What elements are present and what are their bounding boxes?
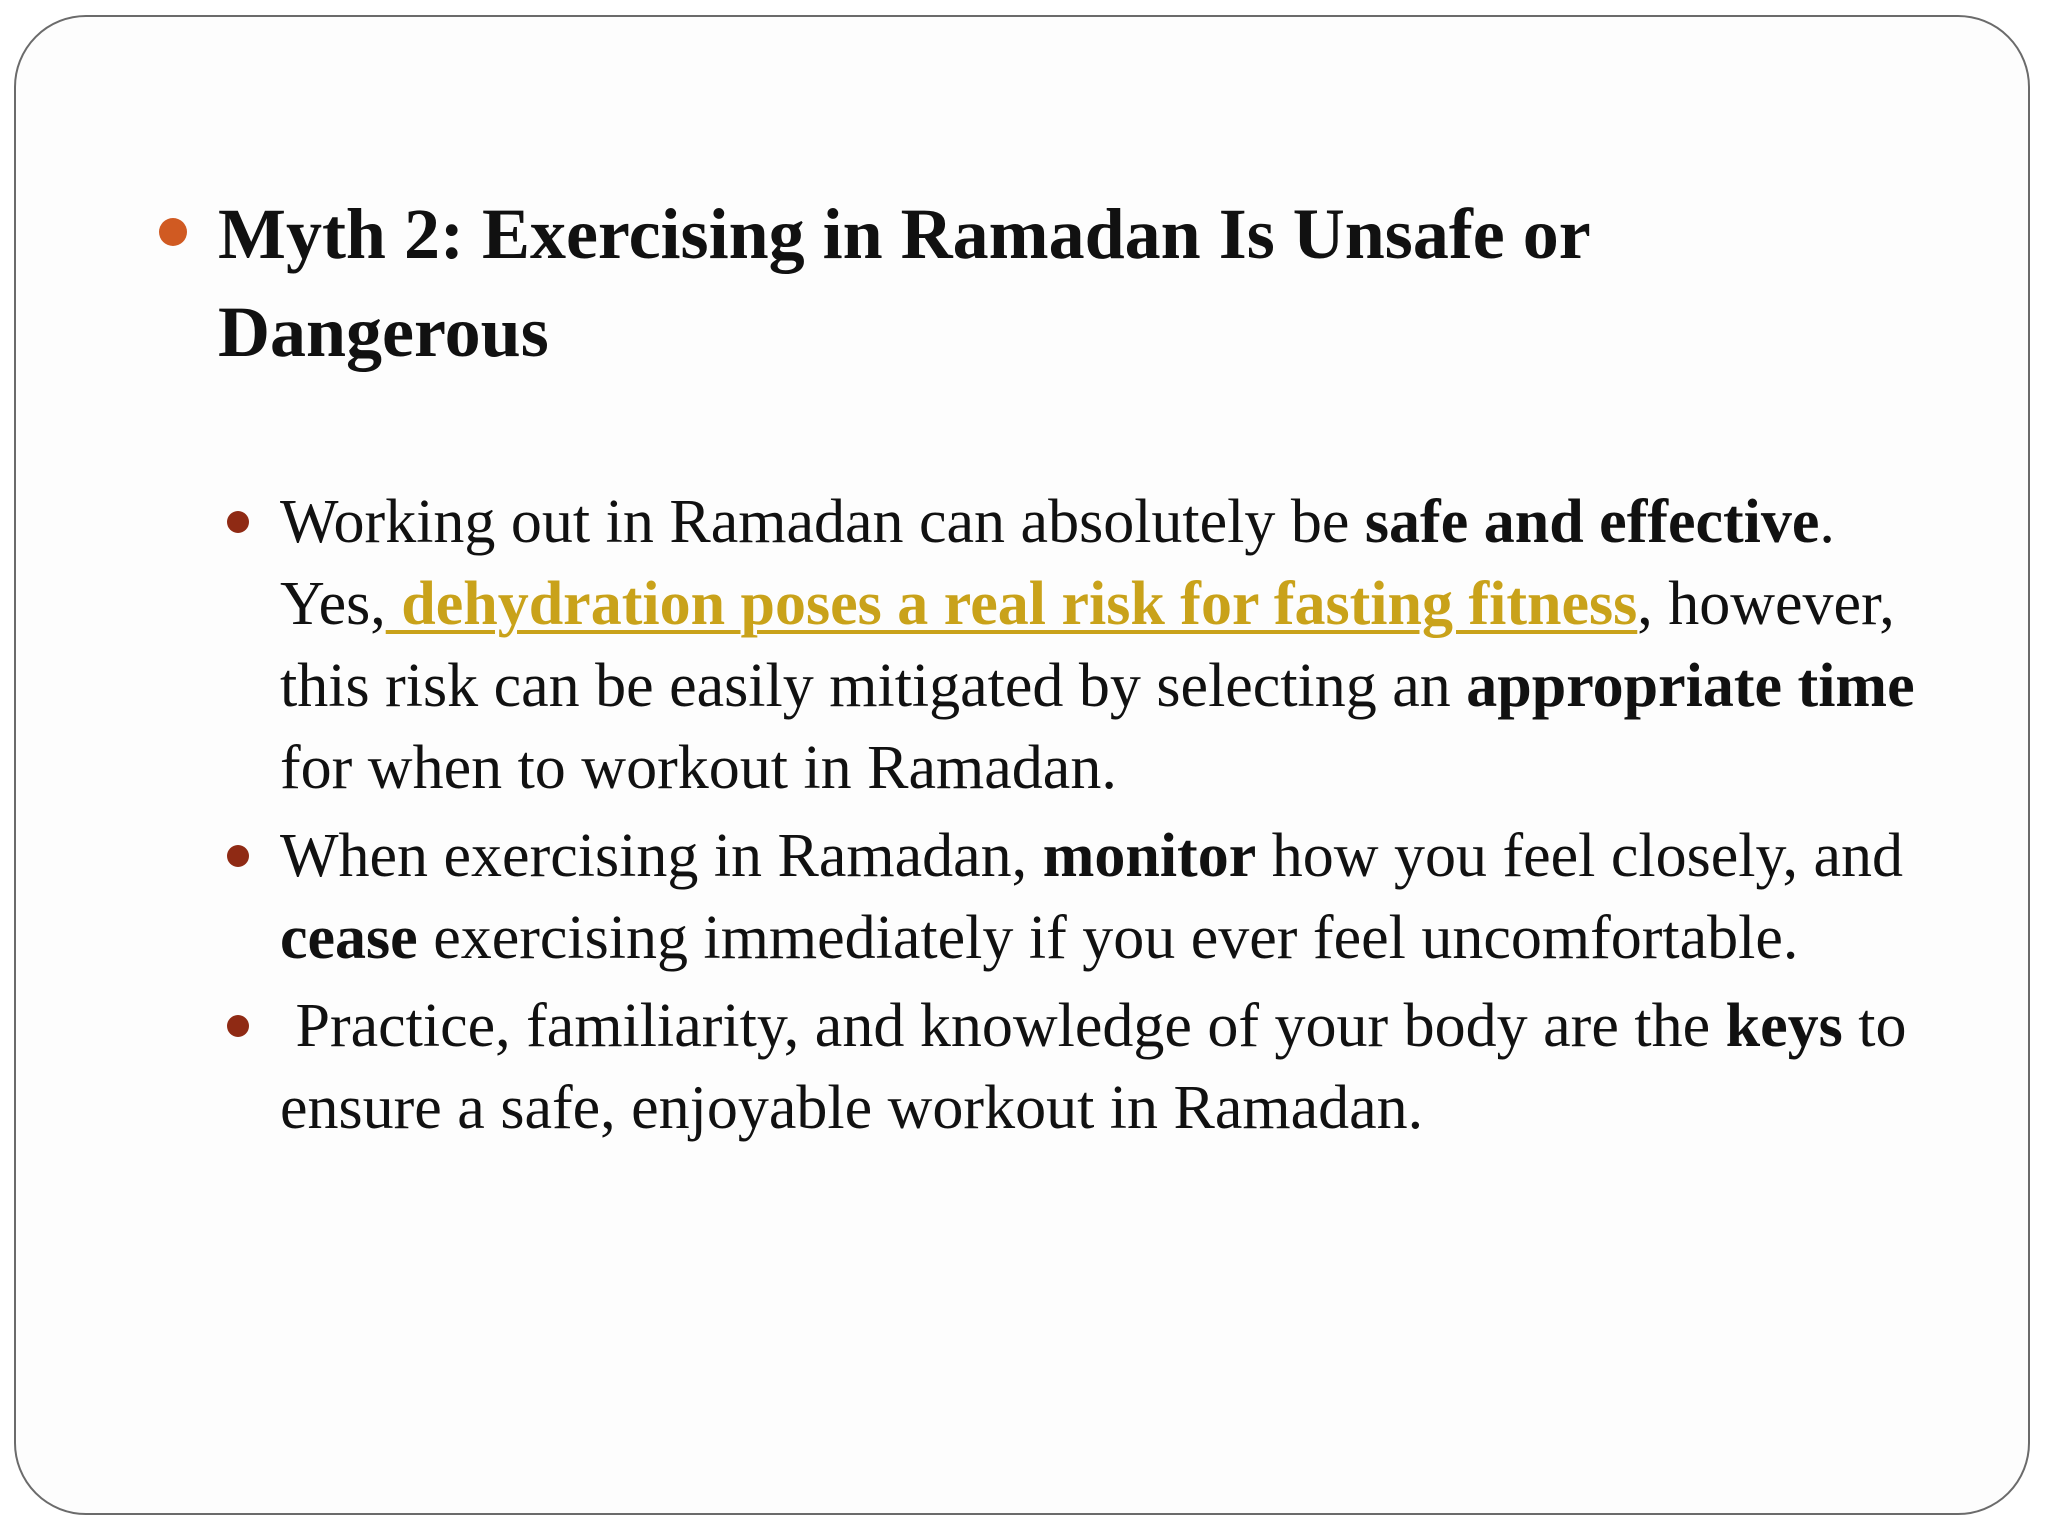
point-3-bold-keys: keys [1725,992,1843,1060]
slide-title: Myth 2: Exercising in Ramadan Is Unsafe or Dangerous [218,194,1590,372]
point-2-bold-monitor: monitor [1042,822,1257,890]
point-1-bold-safe-effective: safe and effective [1364,488,1820,556]
point-3-text-2: to ensure a safe, enjoyable workout in Ramadan. [280,992,1907,1142]
bullet-point-2 [280,815,1940,979]
bullet-point-1 [280,481,1940,809]
sub-bullet-dot [227,1015,249,1037]
slide [14,15,2030,1515]
point-1-text-4: for when to workout in Ramadan. [280,734,1117,802]
point-1-text-1: Working out in Ramadan can absolutely be [280,488,1365,556]
bullet-list [280,481,1940,1155]
point-3-text-1: Practice, familiarity, and knowledge of your body are the [280,992,1726,1060]
sub-bullet-dot [227,511,249,533]
point-2-bold-cease: cease [280,904,418,972]
point-1-text-3: , however, this risk can be easily mitigated by selecting an [280,570,1895,720]
point-1-text-2: . Yes, [280,488,1835,638]
dehydration-link[interactable]: dehydration poses a real risk for fasting fitness [385,570,1638,638]
point-1-bold-appropriate-time: appropriate time [1466,652,1915,720]
bullet-point-3 [280,985,1940,1149]
main-bullet-dot [159,218,187,246]
point-2-text-3: exercising immediately if you ever feel uncomfortable. [417,904,1799,972]
point-2-text-1: When exercising in Ramadan, [280,822,1043,890]
point-2-text-2: how you feel closely, and [1256,822,1904,890]
sub-bullet-dot [227,845,249,867]
